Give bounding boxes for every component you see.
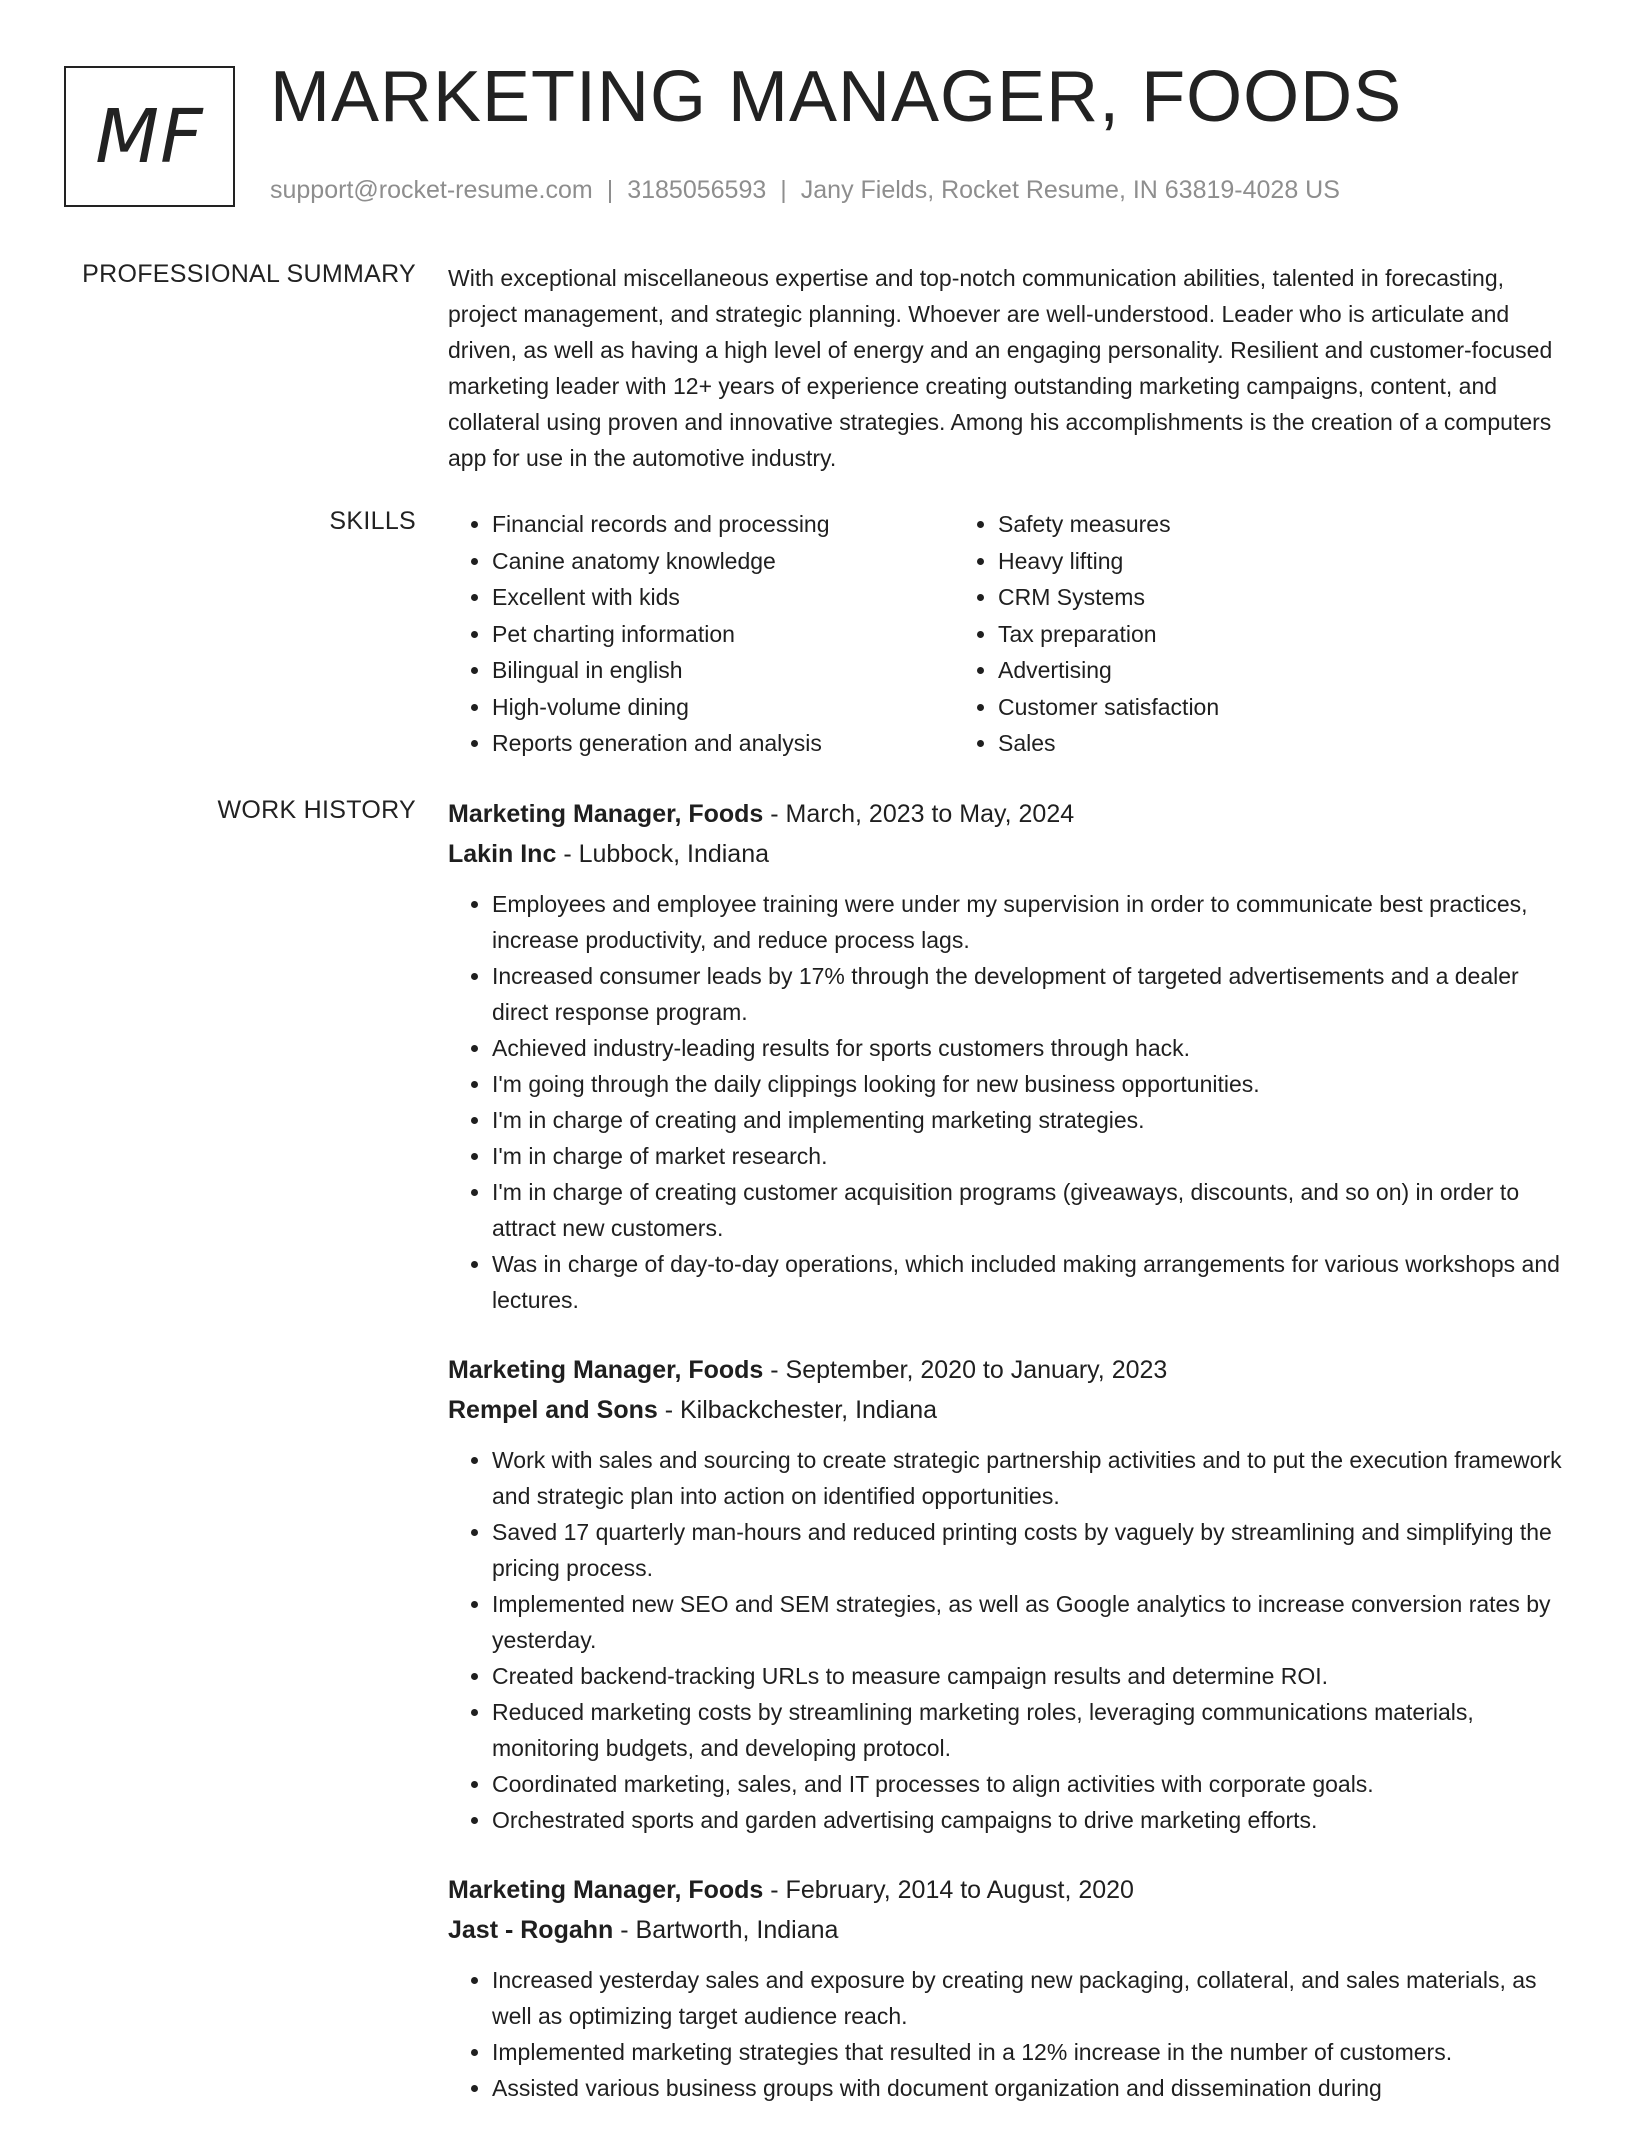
skill-item: • Canine anatomy knowledge [492,543,954,580]
job-bullet: • Reduced marketing costs by streamlining marketing roles, leveraging communications materials, monitoring budgets, and developing protocol. [492,1694,1570,1766]
job-company-line [448,834,1570,874]
skill-item: • Safety measures [998,506,1219,543]
skill-item: • Sales [998,725,1219,762]
job-bullet: • I'm in charge of creating and implementing marketing strategies. [492,1102,1570,1138]
job-bullet: • I'm in charge of creating customer acquisition programs (giveaways, discounts, and so on) in order to attract new customers. [492,1174,1570,1246]
job-bullet: • Achieved industry-leading results for sports customers through hack. [492,1030,1570,1066]
job-bullet: • I'm going through the daily clippings looking for new business opportunities. [492,1066,1570,1102]
job-bullet: • Increased consumer leads by 17% through the development of targeted advertisements and a dealer direct response program. [492,958,1570,1030]
work-history [448,794,1570,2138]
contact-separator: | [780,176,787,204]
skill-item: • Heavy lifting [998,543,1219,580]
job-title: Marketing Manager, Foods [448,800,764,828]
contact-email: support@rocket-resume.com [270,176,593,204]
job-company: Jast - Rogahn [448,1916,614,1944]
job-entry [448,1350,1570,1838]
skills-column-1 [448,506,954,762]
job-bullet: • Implemented new SEO and SEM strategies, as well as Google analytics to increase conversion rates by yesterday. [492,1586,1570,1658]
job-location: - Kilbackchester, Indiana [657,1396,938,1424]
job-title-line [448,1350,1570,1390]
job-company-line [448,1390,1570,1430]
job-title: Marketing Manager, Foods [448,1876,764,1904]
job-title-line [448,794,1570,834]
job-bullet: • Work with sales and sourcing to create strategic partnership activities and to put the execution framework and strategic plan into action on identified opportunities. [492,1442,1570,1514]
job-bullet: • Was in charge of day-to-day operations, which included making arrangements for various workshops and lectures. [492,1246,1570,1318]
skill-item: • Customer satisfaction [998,689,1219,726]
contact-address: Jany Fields, Rocket Resume, IN 63819-4028 US [800,176,1340,204]
contact-separator: | [606,176,614,204]
job-bullet: • Implemented marketing strategies that resulted in a 12% increase in the number of customers. [492,2034,1570,2070]
job-company: Lakin Inc [448,840,557,868]
contact-phone: 3185056593 [627,176,767,204]
job-location: - Lubbock, Indiana [556,840,770,868]
job-dates: - September, 2020 to January, 2023 [763,1356,1168,1384]
job-title-line [448,1870,1570,1910]
skill-item: • CRM Systems [998,579,1219,616]
job-bullet: • Orchestrated sports and garden advertising campaigns to drive marketing efforts. [492,1802,1570,1838]
job-entry [448,794,1570,1318]
job-bullet: • Increased yesterday sales and exposure by creating new packaging, collateral, and sales materials, as well as optimizing target audience reach. [492,1962,1570,2034]
skill-item: • Excellent with kids [492,579,954,616]
job-dates: - March, 2023 to May, 2024 [763,800,1075,828]
job-bullet: • I'm in charge of market research. [492,1138,1570,1174]
job-company-line [448,1910,1570,1950]
job-company: Rempel and Sons [448,1396,658,1424]
skill-item: • High-volume dining [492,689,954,726]
skill-item: • Bilingual in english [492,652,954,689]
job-bullet: • Created backend-tracking URLs to measure campaign results and determine ROI. [492,1658,1570,1694]
job-bullet: • Assisted various business groups with document organization and dissemination during [492,2070,1570,2106]
job-bullets [448,1962,1570,2106]
skills-column-2 [954,506,1219,762]
summary-text: With exceptional miscellaneous expertise and top-notch communication abilities, talented in forecasting, project management, and strategic planning. Whoever are well-understood. Leader who is articulate and driven, as well as having a high level of energy and an engaging personality. Resilient and customer-focused marketing leader with 12+ years of experience creating outstanding marketing campaigns, content, and collateral using proven and innovative strategies. Among his accomplishments is the creation of a computers app for use in the automotive industry. [448,265,1553,471]
job-bullet: • Employees and employee training were under my supervision in order to communicate best practices, increase productivity, and reduce process lags. [492,886,1570,958]
work-history-heading: WORK HISTORY [217,796,416,824]
skill-item: • Advertising [998,652,1219,689]
job-bullets [448,1442,1570,1838]
skill-item: • Pet charting information [492,616,954,653]
job-dates: - February, 2014 to August, 2020 [763,1876,1134,1904]
contact-line [270,176,1340,205]
job-entry [448,1870,1570,2106]
job-location: - Bartworth, Indiana [613,1916,839,1944]
resume-name: MARKETING MANAGER, FOODS [270,57,1403,137]
monogram: MF [64,66,235,207]
job-bullet: • Coordinated marketing, sales, and IT processes to align activities with corporate goals. [492,1766,1570,1802]
summary-heading: PROFESSIONAL SUMMARY [82,260,416,288]
skill-item: • Financial records and processing [492,506,954,543]
job-bullet: • Saved 17 quarterly man-hours and reduced printing costs by vaguely by streamlining and simplifying the pricing process. [492,1514,1570,1586]
skills-heading: SKILLS [329,507,416,535]
skills-list [448,506,1570,762]
skill-item: • Tax preparation [998,616,1219,653]
job-bullets [448,886,1570,1318]
job-title: Marketing Manager, Foods [448,1356,764,1384]
skill-item: • Reports generation and analysis [492,725,954,762]
